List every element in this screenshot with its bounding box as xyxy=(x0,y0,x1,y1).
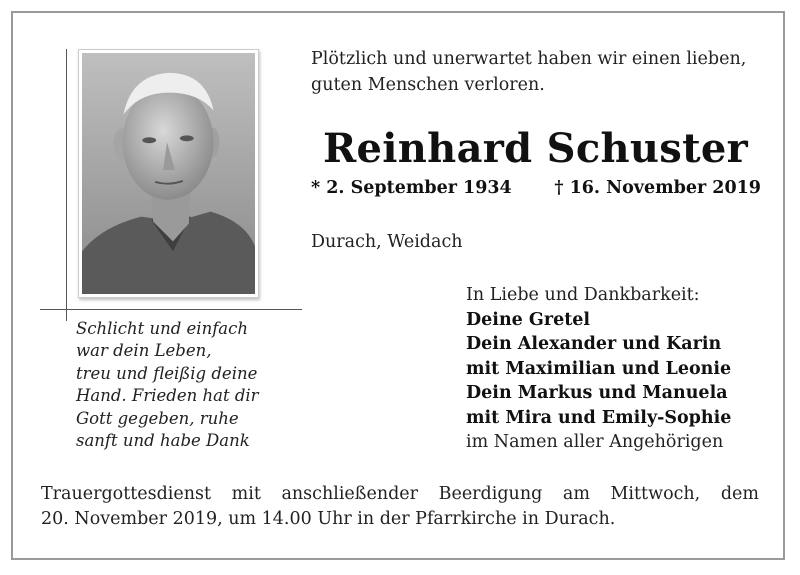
verse-line: treu und fleißig deine xyxy=(76,363,258,383)
verse-line: Hand. Frieden hat dir xyxy=(76,386,259,406)
death-date: † 16. November 2019 xyxy=(554,178,761,198)
verse-line: Gott gegeben, ruhe xyxy=(76,408,239,428)
vertical-divider xyxy=(66,49,67,321)
mourner-name: Dein Alexander und Karin xyxy=(466,334,722,354)
verse-line: sanft und habe Dank xyxy=(76,431,250,451)
mourners-heading: In Liebe und Dankbarkeit: xyxy=(466,285,700,305)
mourners-list xyxy=(466,283,786,455)
funeral-info xyxy=(41,482,759,532)
mourner-name: Dein Markus und Manuela xyxy=(466,383,728,403)
verse-line: war dein Leben, xyxy=(76,341,212,361)
portrait-photo xyxy=(78,49,259,298)
mourner-name: mit Maximilian und Leonie xyxy=(466,358,732,379)
verse-line: Schlicht und einfach xyxy=(76,319,249,338)
deceased-name: Reinhard Schuster xyxy=(323,125,748,172)
intro-text xyxy=(311,46,781,98)
intro-line: Plötzlich und unerwartet haben wir einen lieben, xyxy=(311,49,747,69)
birth-date: * 2. September 1934 xyxy=(311,178,512,198)
horizontal-divider xyxy=(40,309,302,310)
memorial-verse xyxy=(76,318,286,452)
intro-line: guten Menschen verloren. xyxy=(311,75,545,95)
portrait-image xyxy=(82,53,255,294)
mourner-name: mit Mira und Emily-Sophie xyxy=(466,407,732,428)
mourners-footer: im Namen aller Angehörigen xyxy=(466,432,724,452)
funeral-line: 20. November 2019, um 14.00 Uhr in der Pfarrkirche in Durach. xyxy=(41,509,616,529)
residence: Durach, Weidach xyxy=(311,232,463,252)
mourner-name: Deine Gretel xyxy=(466,309,591,330)
funeral-line: Trauergottesdienst mit anschließender Beerdigung am Mittwoch, dem xyxy=(41,484,759,504)
